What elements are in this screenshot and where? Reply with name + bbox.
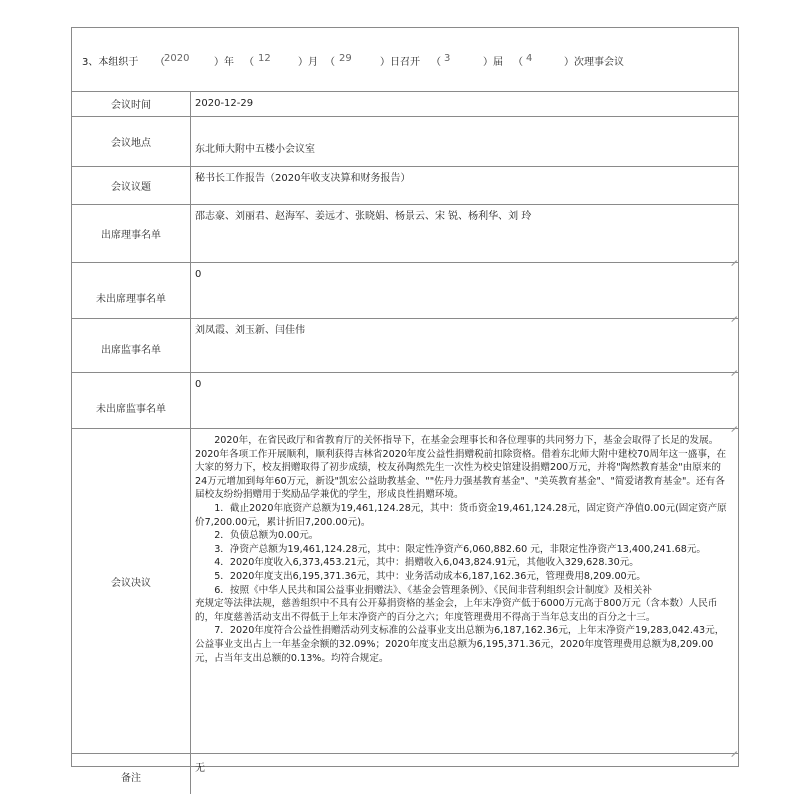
- year-label: ）年: [214, 57, 234, 68]
- remarks-label: 备注: [121, 772, 141, 784]
- absent-supervisors-value[interactable]: 0: [195, 379, 202, 390]
- council-meeting-form: [71, 27, 739, 784]
- resolution-item-5: 5．2020年度支出6,195,371.36元，其中：业务活动成本6,187,162.36元，管理费用8,209.00元。: [214, 570, 646, 582]
- resolution-item-3: 3．净资产总额为19,461,124.28元，其中：限定性净资产6,060,882.60 元，非限定性净资产13,400,241.68元。: [214, 543, 707, 555]
- header-prefix: 3、本组织于: [82, 57, 139, 68]
- column-divider: [190, 373, 191, 428]
- paren-open: （: [431, 57, 441, 68]
- month-field[interactable]: 12: [258, 53, 271, 64]
- year-field[interactable]: 2020: [164, 53, 190, 64]
- day-label: ）日召开: [380, 57, 420, 68]
- day-field[interactable]: 29: [339, 53, 352, 64]
- row-attending-supervisors: [72, 319, 738, 373]
- absent-directors-value[interactable]: 0: [195, 269, 202, 280]
- paren-open: （: [244, 57, 254, 68]
- resolution-item-4: 4．2020年度收入6,373,453.21元，其中：捐赠收入6,043,824.91元，其他收入329,628.30元。: [214, 557, 639, 569]
- resolution-intro: 2020年，在省民政厅和省教育厅的关怀指导下，在基金会理事长和各位理事的共同努力下，基金会取得了长足的发展。2020年各项工作开展顺利，顺利获得吉林省2020年度公益性捐赠税前扣除资格。借着东北师大附中建校70周年这一盛事，在大家的努力下，校友捐赠取得了初步成绩，校友孙陶然先生一次性为校史馆建设捐赠200万元，并将"陶然教育基金"由原来的24万元增加到每年60万元，新设"凯宏公益助教基金、""佐丹力强基教育基金"、"美英教育基金"、"简爱诸教育基金"。还有各届校友纷纷捐赠用于奖励品学兼优的学生，形成良性捐赠环境。: [195, 435, 727, 501]
- column-divider: [190, 754, 191, 794]
- absent-directors-label: 未出席理事名单: [96, 294, 166, 305]
- attending-directors-value[interactable]: 邵志豪、刘丽君、赵海军、姜远才、张晓娟、杨景云、宋 锐、杨利华、刘 玲: [195, 211, 532, 222]
- remarks-value[interactable]: 无: [195, 763, 205, 774]
- resize-handle-icon[interactable]: [730, 310, 737, 317]
- meeting-time-label: 会议时间: [111, 100, 151, 111]
- row-attending-directors: [72, 205, 738, 263]
- row-resolution: [72, 429, 738, 754]
- session-field[interactable]: 3: [444, 53, 451, 64]
- row-meeting-place: [72, 117, 738, 167]
- resize-handle-icon[interactable]: [730, 420, 737, 427]
- row-remarks: [72, 754, 738, 794]
- column-divider: [190, 91, 191, 116]
- column-divider: [190, 167, 191, 204]
- resolution-item-6-continued: 充规定等法律法规，慈善组织中不具有公开募捐资格的基金会，上年末净资产低于6000万元高于800万元（含本数）人民币的，年度慈善活动支出不得低于上年末净资产的百分之六；年度管理费用不得高于当年总支出的百分之十三。: [195, 598, 718, 623]
- resize-handle-icon[interactable]: [730, 364, 737, 371]
- meeting-time-value[interactable]: 2020-12-29: [195, 98, 254, 109]
- resolution-item-6: 6．按照《中华人民共和国公益事业捐赠法》、《基金会管理条例》、《民间非营利组织会计制度》及相关补: [214, 584, 652, 596]
- term-field[interactable]: 4: [526, 53, 533, 64]
- absent-supervisors-label: 未出席监事名单: [96, 404, 166, 415]
- row-absent-directors: [72, 263, 738, 319]
- attending-supervisors-label: 出席监事名单: [101, 345, 161, 356]
- resize-handle-icon[interactable]: [730, 254, 737, 261]
- resolution-item-1: 1．截止2020年底资产总额为19,461,124.28元，其中：货币资金19,461,124.28元，固定资产净值0.00元(固定资产原价7,200.00元，累计折旧7,200.00元)。: [195, 502, 727, 528]
- row-meeting-time: [72, 91, 738, 117]
- paren-open: （: [155, 57, 165, 68]
- resolution-item-7: 7．2020年度符合公益性捐赠活动列支标准的公益事业支出总额为6,187,162.36元，上年末净资产19,283,042.43元，公益事业支出占上一年基金余额的32.09%；2020年度支出总额为6,195,371.36元，2020年度管理费用总额为8,209.00元，占当年支出总额的0.13%。均符合规定。: [195, 625, 725, 664]
- row-meeting-topic: [72, 167, 738, 205]
- column-divider: [190, 319, 191, 372]
- column-divider: [190, 205, 191, 262]
- resolution-item-2: 2．负债总额为0.00元。: [214, 530, 319, 542]
- column-divider: [190, 429, 191, 753]
- term-label: ）次理事会议: [564, 57, 624, 68]
- resize-handle-icon[interactable]: [730, 745, 737, 752]
- meeting-topic-value[interactable]: 秘书长工作报告（2020年收支决算和财务报告）: [195, 173, 411, 184]
- meeting-place-value[interactable]: 东北师大附中五楼小会议室: [195, 144, 315, 155]
- paren-open: （: [325, 57, 335, 68]
- paren-open: （: [513, 57, 523, 68]
- month-label: ）月: [298, 57, 318, 68]
- attending-supervisors-value[interactable]: 刘凤霞、刘玉新、闫佳伟: [195, 325, 305, 336]
- column-divider: [190, 117, 191, 166]
- column-divider: [190, 263, 191, 318]
- attending-directors-label: 出席理事名单: [101, 230, 161, 241]
- meeting-header-row: [72, 28, 738, 92]
- resolution-text[interactable]: [195, 434, 732, 665]
- session-label: ）届: [483, 57, 503, 68]
- meeting-topic-label: 会议议题: [111, 182, 151, 193]
- resolution-label: 会议决议: [111, 577, 151, 589]
- meeting-place-label: 会议地点: [111, 138, 151, 149]
